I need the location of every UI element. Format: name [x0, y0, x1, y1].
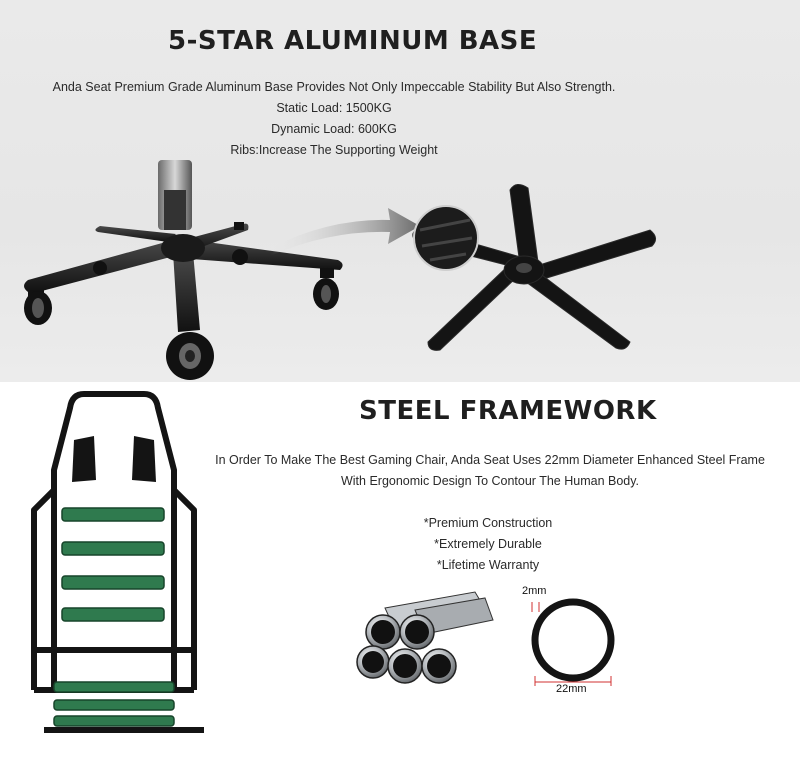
- feature-item: *Extremely Durable: [434, 537, 542, 551]
- aluminum-base-heading: 5-STAR ALUMINUM BASE: [168, 26, 538, 56]
- static-load-line: Static Load: 1500KG: [276, 101, 392, 115]
- wall-thickness-label: 2mm: [522, 585, 547, 597]
- chair-base-image: [8, 160, 368, 390]
- dynamic-load-line: Dynamic Load: 600KG: [271, 122, 397, 136]
- steel-framework-heading: STEEL FRAMEWORK: [359, 396, 657, 426]
- steel-frame-image: [14, 390, 214, 760]
- five-star-base-image: [400, 180, 660, 370]
- ribs-line: Ribs:Increase The Supporting Weight: [230, 143, 438, 157]
- aluminum-base-description: [0, 77, 668, 161]
- description-line: In Order To Make The Best Gaming Chair, Anda Seat Uses 22mm Diameter Enhanced Steel Frame: [215, 453, 765, 467]
- steel-tubes-image: [355, 590, 495, 690]
- feature-list: [388, 513, 588, 576]
- diameter-label: 22mm: [556, 683, 587, 695]
- description-line: With Ergonomic Design To Contour The Human Body.: [340, 474, 640, 488]
- steel-framework-description: [200, 450, 780, 492]
- feature-item: *Premium Construction: [423, 516, 553, 530]
- description-line: Anda Seat Premium Grade Aluminum Base Provides Not Only Impeccable Stability But Also Strength.: [52, 80, 616, 94]
- feature-item: *Lifetime Warranty: [436, 558, 540, 572]
